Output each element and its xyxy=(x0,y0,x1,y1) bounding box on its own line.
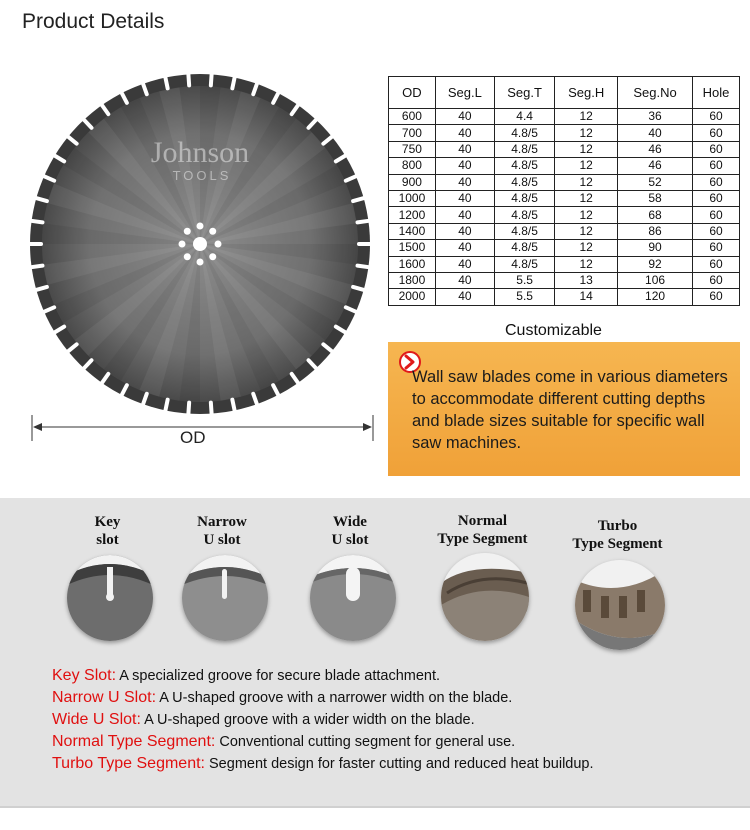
spec-table-cell: 60 xyxy=(693,109,740,125)
spec-table-cell: 46 xyxy=(618,158,693,174)
spec-table-cell: 106 xyxy=(618,272,693,288)
normal-segment-image xyxy=(441,553,529,641)
definition-key-slot xyxy=(52,665,742,687)
slot-label-line: Type Segment xyxy=(572,536,663,552)
spec-table-header-row xyxy=(389,77,740,109)
spec-table-row xyxy=(389,190,740,206)
spec-table-cell: 12 xyxy=(555,109,618,125)
section-divider xyxy=(0,806,750,808)
spec-table-cell: 4.8/5 xyxy=(494,174,554,190)
col-header-seg-t: Seg.T xyxy=(494,77,554,109)
spec-table-cell: 40 xyxy=(435,240,494,256)
spec-table-cell: 60 xyxy=(693,141,740,157)
col-header-seg-l: Seg.L xyxy=(435,77,494,109)
blade-brand-name: Johnson xyxy=(150,136,250,169)
spec-table-cell: 12 xyxy=(555,125,618,141)
spec-table-cell: 40 xyxy=(435,256,494,272)
spec-table-cell: 60 xyxy=(693,190,740,206)
spec-table-row xyxy=(389,256,740,272)
spec-table-cell: 68 xyxy=(618,207,693,223)
spec-table-cell: 40 xyxy=(618,125,693,141)
spec-table-cell: 2000 xyxy=(389,289,436,305)
page-title: Product Details xyxy=(22,10,165,33)
spec-table-cell: 40 xyxy=(435,190,494,206)
spec-table-cell: 52 xyxy=(618,174,693,190)
spec-table-cell: 900 xyxy=(389,174,436,190)
spec-table-cell: 800 xyxy=(389,158,436,174)
narrow-u-slot-image xyxy=(182,555,268,641)
spec-table-cell: 5.5 xyxy=(494,272,554,288)
spec-table-cell: 40 xyxy=(435,141,494,157)
spec-table-cell: 12 xyxy=(555,190,618,206)
spec-table-cell: 12 xyxy=(555,223,618,239)
spec-table-cell: 40 xyxy=(435,207,494,223)
spec-table-row xyxy=(389,240,740,256)
definition-term: Turbo Type Segment: xyxy=(52,755,205,772)
slot-label-line: U slot xyxy=(331,532,369,548)
col-header-seg-no: Seg.No xyxy=(618,77,693,109)
spec-table-cell: 700 xyxy=(389,125,436,141)
spec-table-cell: 12 xyxy=(555,256,618,272)
spec-table-cell: 600 xyxy=(389,109,436,125)
spec-table-cell: 1400 xyxy=(389,223,436,239)
spec-table-cell: 92 xyxy=(618,256,693,272)
spec-table-cell: 60 xyxy=(693,256,740,272)
spec-table-cell: 1200 xyxy=(389,207,436,223)
spec-table-cell: 12 xyxy=(555,207,618,223)
spec-table-row xyxy=(389,141,740,157)
wide-u-slot-image xyxy=(310,555,396,641)
spec-table-cell: 40 xyxy=(435,223,494,239)
spec-table-cell: 12 xyxy=(555,174,618,190)
saw-blade-image xyxy=(20,62,380,442)
definition-desc: Conventional cutting segment for general use. xyxy=(215,734,516,750)
spec-table-cell: 4.8/5 xyxy=(494,240,554,256)
key-slot-image xyxy=(67,555,153,641)
spec-table-cell: 4.8/5 xyxy=(494,207,554,223)
col-header-seg-h: Seg.H xyxy=(555,77,618,109)
slot-label-wide xyxy=(318,513,382,549)
spec-table-cell: 60 xyxy=(693,125,740,141)
col-header-hole: Hole xyxy=(693,77,740,109)
spec-table-row xyxy=(389,158,740,174)
spec-table-cell: 4.4 xyxy=(494,109,554,125)
spec-table-row xyxy=(389,109,740,125)
spec-table-cell: 1600 xyxy=(389,256,436,272)
definition-normal-segment xyxy=(52,731,742,753)
spec-table-cell: 14 xyxy=(555,289,618,305)
slot-label-key xyxy=(80,513,135,549)
spec-table-cell: 90 xyxy=(618,240,693,256)
definition-term: Key Slot: xyxy=(52,667,117,684)
spec-table-cell: 1500 xyxy=(389,240,436,256)
definition-turbo-segment xyxy=(52,753,742,775)
customizable-label: Customizable xyxy=(505,322,602,339)
definition-desc: A U-shaped groove with a wider width on the blade. xyxy=(140,712,475,728)
definition-desc: A specialized groove for secure blade attachment. xyxy=(116,668,441,684)
spec-table-row xyxy=(389,174,740,190)
spec-table-cell: 4.8/5 xyxy=(494,158,554,174)
definitions-list xyxy=(52,665,742,775)
spec-table-row xyxy=(389,272,740,288)
definition-wide-u-slot xyxy=(52,709,742,731)
spec-table-cell: 4.8/5 xyxy=(494,141,554,157)
spec-table-cell: 40 xyxy=(435,109,494,125)
slot-label-normal xyxy=(425,512,540,548)
spec-table-cell: 58 xyxy=(618,190,693,206)
definition-term: Narrow U Slot: xyxy=(52,689,157,706)
spec-table-cell: 60 xyxy=(693,207,740,223)
slot-label-line: Key xyxy=(94,514,121,530)
spec-table-cell: 36 xyxy=(618,109,693,125)
spec-table-cell: 12 xyxy=(555,141,618,157)
spec-table-cell: 12 xyxy=(555,158,618,174)
slot-label-line: U slot xyxy=(203,532,241,548)
spec-table-cell: 13 xyxy=(555,272,618,288)
spec-table-cell: 60 xyxy=(693,289,740,305)
spec-table-row xyxy=(389,125,740,141)
spec-table-row xyxy=(389,289,740,305)
slot-label-line: Wide xyxy=(333,514,367,530)
slot-label-turbo xyxy=(560,517,675,553)
definition-term: Normal Type Segment: xyxy=(52,733,216,750)
slot-label-line: Normal xyxy=(457,513,508,529)
spec-table-cell: 40 xyxy=(435,125,494,141)
spec-table-cell: 750 xyxy=(389,141,436,157)
spec-table-row xyxy=(389,207,740,223)
turbo-segment-image xyxy=(575,560,665,650)
spec-table-cell: 120 xyxy=(618,289,693,305)
spec-table-cell: 40 xyxy=(435,289,494,305)
slot-label-line: slot xyxy=(96,532,119,548)
spec-table-cell: 12 xyxy=(555,240,618,256)
spec-table-cell: 5.5 xyxy=(494,289,554,305)
definition-narrow-u-slot xyxy=(52,687,742,709)
definition-desc: A U-shaped groove with a narrower width on the blade. xyxy=(156,690,513,706)
spec-table-cell: 4.8/5 xyxy=(494,190,554,206)
spec-table-cell: 60 xyxy=(693,223,740,239)
definition-desc: Segment design for faster cutting and reduced heat buildup. xyxy=(204,756,594,772)
spec-table-cell: 1000 xyxy=(389,190,436,206)
spec-table-cell: 40 xyxy=(435,174,494,190)
info-box-text: Wall saw blades come in various diameters to accommodate different cutting depths and blade sizes suitable for specific wall saw machines. xyxy=(412,368,728,452)
spec-table-cell: 40 xyxy=(435,158,494,174)
spec-table-row xyxy=(389,223,740,239)
spec-table xyxy=(388,76,740,306)
spec-table-cell: 4.8/5 xyxy=(494,256,554,272)
spec-table-cell: 46 xyxy=(618,141,693,157)
info-box xyxy=(388,342,740,476)
slot-label-line: Turbo xyxy=(597,518,638,534)
blade-brand-sub: TOOLS xyxy=(172,168,232,183)
slot-label-narrow xyxy=(186,513,258,549)
spec-table-cell: 60 xyxy=(693,240,740,256)
spec-table-cell: 4.8/5 xyxy=(494,125,554,141)
spec-table-cell: 86 xyxy=(618,223,693,239)
spec-table-cell: 60 xyxy=(693,272,740,288)
spec-table-cell: 1800 xyxy=(389,272,436,288)
spec-table-cell: 4.8/5 xyxy=(494,223,554,239)
spec-table-cell: 60 xyxy=(693,158,740,174)
slot-label-line: Type Segment xyxy=(437,531,528,547)
spec-table-cell: 40 xyxy=(435,272,494,288)
spec-table-cell: 60 xyxy=(693,174,740,190)
col-header-od: OD xyxy=(389,77,436,109)
definition-term: Wide U Slot: xyxy=(52,711,141,728)
saw-blade-graphic xyxy=(20,62,380,442)
slot-label-line: Narrow xyxy=(197,514,247,530)
od-label: OD xyxy=(180,428,206,447)
